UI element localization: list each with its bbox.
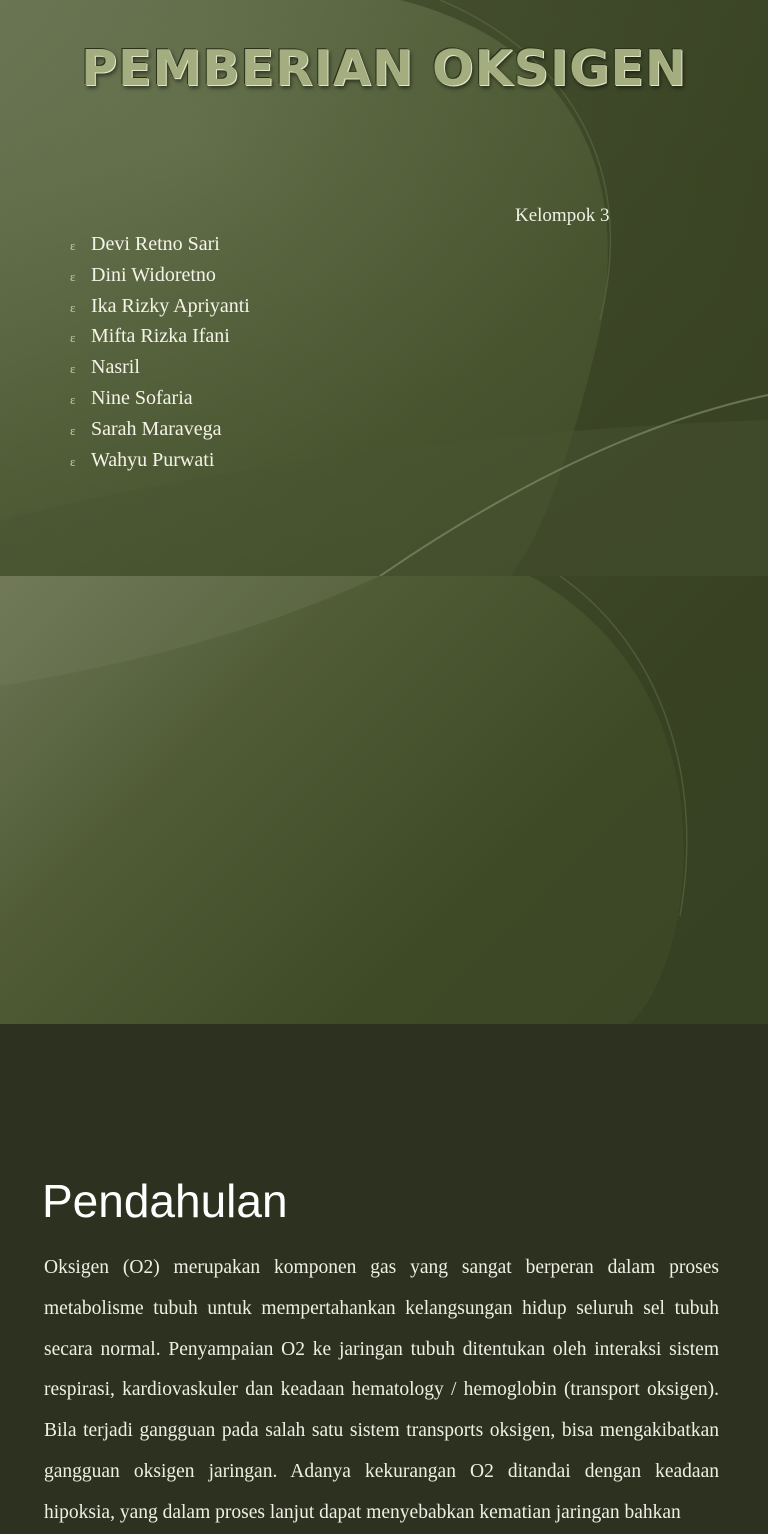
list-item bbox=[70, 387, 250, 418]
list-item bbox=[70, 295, 250, 326]
member-name: Wahyu Purwati bbox=[91, 448, 215, 471]
member-list bbox=[70, 233, 250, 479]
slide-title: Pendahulan bbox=[42, 1175, 288, 1227]
body-paragraph: Oksigen (O2) merupakan komponen gas yang sangat berperan dalam proses metabolisme tubuh untuk mempertahankan kelangsungan hidup seluruh sel tubuh secara normal. Penyampaian O2 ke jaringan tubuh ditentukan oleh interaksi sistem respirasi, kardiovaskuler dan keadaan hematology / hemoglobin (transport oksigen). Bila terjadi gangguan pada salah satu sistem transports oksigen, bisa mengakibatkan gangguan oksigen jaringan. Adanya kekurangan O2 ditandai dengan keadaan hipoksia, yang dalam proses lanjut dapat menyebabkan kematian jaringan bahkan bbox=[44, 1257, 719, 1523]
bullet-icon: ε bbox=[70, 299, 76, 315]
bullet-icon: ε bbox=[70, 330, 76, 346]
member-name: Ika Rizky Apriyanti bbox=[91, 294, 250, 317]
bullet-icon: ε bbox=[70, 361, 76, 377]
list-item bbox=[70, 449, 250, 480]
list-item bbox=[70, 325, 250, 356]
list-item bbox=[70, 418, 250, 449]
list-item bbox=[70, 356, 250, 387]
member-name: Sarah Maravega bbox=[91, 417, 222, 440]
member-name: Dini Widoretno bbox=[91, 263, 216, 286]
list-item bbox=[70, 264, 250, 295]
bullet-icon: ε bbox=[70, 268, 76, 284]
bullet-icon: ε bbox=[70, 391, 76, 407]
bullet-icon: ε bbox=[70, 422, 76, 438]
title-slide bbox=[0, 0, 768, 576]
list-item bbox=[70, 233, 250, 264]
group-label: Kelompok 3 bbox=[515, 205, 610, 226]
member-name: Mifta Rizka Ifani bbox=[91, 325, 230, 348]
bullet-icon: ε bbox=[70, 238, 76, 253]
intro-slide bbox=[0, 576, 768, 1523]
bullet-icon: ε bbox=[70, 453, 76, 469]
slide-background-swoosh bbox=[0, 576, 768, 1024]
member-name: Devi Retno Sari bbox=[91, 233, 220, 255]
slide-title: PEMBERIAN OKSIGEN bbox=[81, 40, 687, 97]
member-name: Nine Sofaria bbox=[91, 386, 193, 409]
member-name: Nasril bbox=[91, 356, 140, 379]
